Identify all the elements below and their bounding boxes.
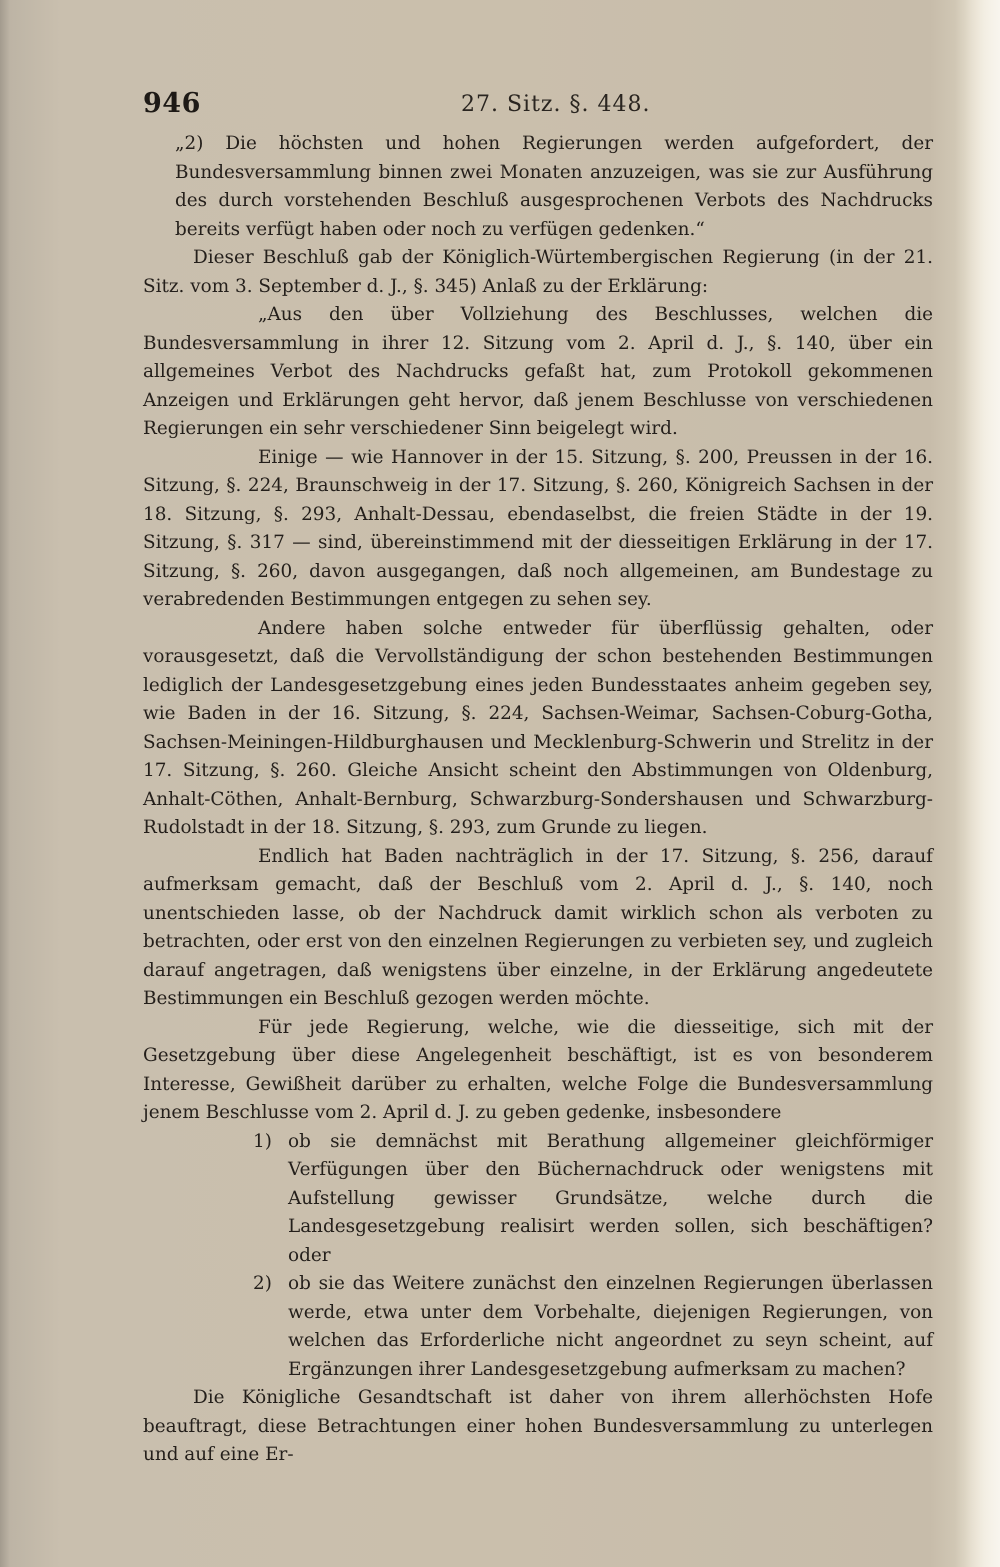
list-number: 1) [253,1130,272,1152]
paragraph-andere: Andere haben solche entweder für überflüssig gehalten, oder vorausgesetzt, daß die Vervollständigung der schon bestehenden Bestimmungen lediglich der Landesgesetzgebung eines jeden Bundesstaates anheim gegeben sey, wie Baden in der 16. Sitzung, §. 224, Sachsen-Weimar, Sachsen-Coburg-Gotha, Sachsen-Meiningen-Hildburghausen und Mecklenburg-Schwerin und Strelitz in der 17. Sitzung, §. 260. Gleiche Ansicht scheint den Abstimmungen von Oldenburg, Anhalt-Cöthen, Anhalt-Bernburg, Schwarzburg-Sondershausen und Schwarzburg-Rudolstadt in der 18. Sitzung, §. 293, zum Grunde zu liegen. [143,617,933,838]
paragraph-gesandtschaft: Die Königliche Gesandtschaft ist daher von ihrem allerhöchsten Hofe beauftragt, diese Betrachtungen einer hohen Bundesversammlung zu unterlegen und auf eine Er- [143,1387,933,1465]
list-number: 2) [253,1273,272,1294]
list-item-2 [143,1270,933,1384]
running-head: 27. Sitz. §. 448. [461,92,651,117]
paragraph-quote-start: „Aus den über Vollziehung des Beschlusses, welchen die Bundesversammlung in ihrer 12. Sitzung vom 2. April d. J., §. 140, über ein allgemeines Verbot des Nachdrucks gefaßt hat, zum Protokoll gekommenen Anzeigen und Erklärungen geht hervor, daß jenem Beschlusse von verschiedenen Regierungen ein sehr verschiedener Sinn beigelegt wird. [143,304,933,439]
paragraph-endlich: Endlich hat Baden nachträglich in der 17. Sitzung, §. 256, darauf aufmerksam gemacht, daß der Beschluß vom 2. April d. J., §. 140, noch unentschieden lasse, ob der Nachdruck damit wirklich schon als verboten zu betrachten, oder erst von den einzelnen Regierungen zu verbieten sey, und zugleich darauf angetragen, daß wenigstens über einzelne, in der Erklärung angedeutete Bestimmungen ein Beschluß gezogen werden möchte. [143,845,933,1009]
page-edge-shading [955,0,1000,1567]
page-header [143,88,943,124]
paragraph-resolution-2: „2) Die höchsten und hohen Regierungen werden aufgefordert, der Bundesversammlung binnen zwei Monaten anzuzeigen, was sie zur Ausführung des durch vorstehenden Beschluß ausgesprochenen Verbots des Nachdrucks bereits verfügt haben oder noch zu verfügen gedenken.“ [175,133,933,240]
list-item-text: ob sie demnächst mit Berathung allgemeiner gleichförmiger Verfügungen über den Büchernachdruck oder wenigstens mit Aufstellung gewisser Grundsätze, welche durch die Landesgesetzgebung realisirt werden sollen, sich beschäftigen? oder [288,1130,933,1266]
page-number: 946 [143,88,201,119]
paragraph-intro: Dieser Beschluß gab der Königlich-Würtembergischen Regierung (in der 21. Sitz. vom 3. September d. J., §. 345) Anlaß zu der Erklärung: [143,247,933,297]
list-item-1 [143,1128,933,1271]
list-item-text: ob sie das Weitere zunächst den einzelnen Regierungen überlassen werde, etwa unter dem Vorbehalte, diejenigen Regierungen, von welchen das Erforderliche nicht angeordnet zu seyn scheint, auf Ergänzungen ihrer Landesgesetzgebung aufmerksam zu machen? [288,1273,933,1380]
paragraph-fuer-jede: Für jede Regierung, welche, wie die diesseitige, sich mit der Gesetzgebung über diese Angelegenheit beschäftigt, ist es von besonderem Interesse, Gewißheit darüber zu erhalten, welche Folge die Bundesversammlung jenem Beschlusse vom 2. April d. J. zu geben gedenke, insbesondere [143,1016,933,1123]
body-text [143,130,933,1470]
paragraph-einige: Einige — wie Hannover in der 15. Sitzung, §. 200, Preussen in der 16. Sitzung, §. 224, Braunschweig in der 17. Sitzung, §. 260, Königreich Sachsen in der 18. Sitzung, §. 293, Anhalt-Dessau, ebendaselbst, die freien Städte in der 19. Sitzung, §. 317 — sind, übereinstimmend mit der diesseitigen Erklärung in der 17. Sitzung, §. 260, davon ausgegangen, daß noch allgemeinen, am Bundestage zu verabredenden Bestimmungen entgegen zu sehen sey. [143,446,933,610]
